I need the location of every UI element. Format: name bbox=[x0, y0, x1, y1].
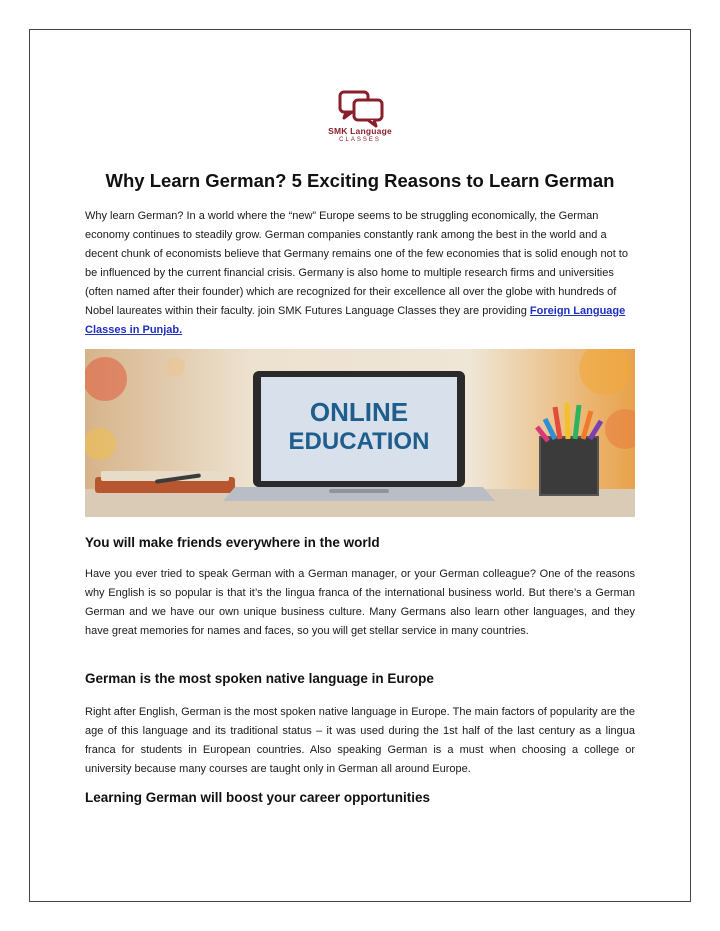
section-body-friends: Have you ever tried to speak German with a German manager, or your German colleague? One of the reasons why English is so popular is that it’s the lingua franca of the international business world. But there’s a German German and we have our own unique business culture. Many Germans also learn other languages, and they have great memories for names and faces, so you will get stellar service in many countries. bbox=[85, 568, 635, 637]
section-heading-native-language: German is the most spoken native language in Europe bbox=[85, 671, 434, 686]
logo-sub-text: CLASSES bbox=[339, 137, 381, 143]
page-title: Why Learn German? 5 Exciting Reasons to Learn German bbox=[105, 170, 615, 191]
hero-text-line1: ONLINE bbox=[309, 397, 409, 427]
online-education-image bbox=[85, 349, 635, 517]
logo-brand-text: SMK Language bbox=[328, 126, 392, 136]
section-heading-career: Learning German will boost your career opportunities bbox=[85, 790, 431, 805]
intro-paragraph bbox=[85, 207, 635, 340]
intro-text: Why learn German? In a world where the “new” Europe seems to be struggling economically, the German economy continues to steadily grow. German companies constantly rank among the best in the world and a decent chunk of economists believe that Germany remains one of the few economies that is solid enough not to be influenced by the current financial crisis. Germany is also home to multiple research firms and universities (often named after their founder) which are recognized for their excellence all over the globe with hundreds of Nobel laureates within their faculty. join SMK Futures Language Classes they are providing bbox=[85, 210, 628, 317]
foreign-language-classes-link[interactable]: Foreign Language Classes in Punjab. bbox=[85, 305, 626, 336]
section-heading-friends: You will make friends everywhere in the world bbox=[85, 535, 380, 550]
section-body-native-language: Right after English, German is the most spoken native language in Europe. The main factors of popularity are the age of this language and its traditional status – it was used during the 1st half of the last century as a lingua franca for students in European countries. Also speaking German is a must when choosing a college or university because many courses are taught only in German all around Europe. bbox=[85, 706, 635, 775]
hero-text-line2: EDUCATION bbox=[288, 428, 430, 455]
